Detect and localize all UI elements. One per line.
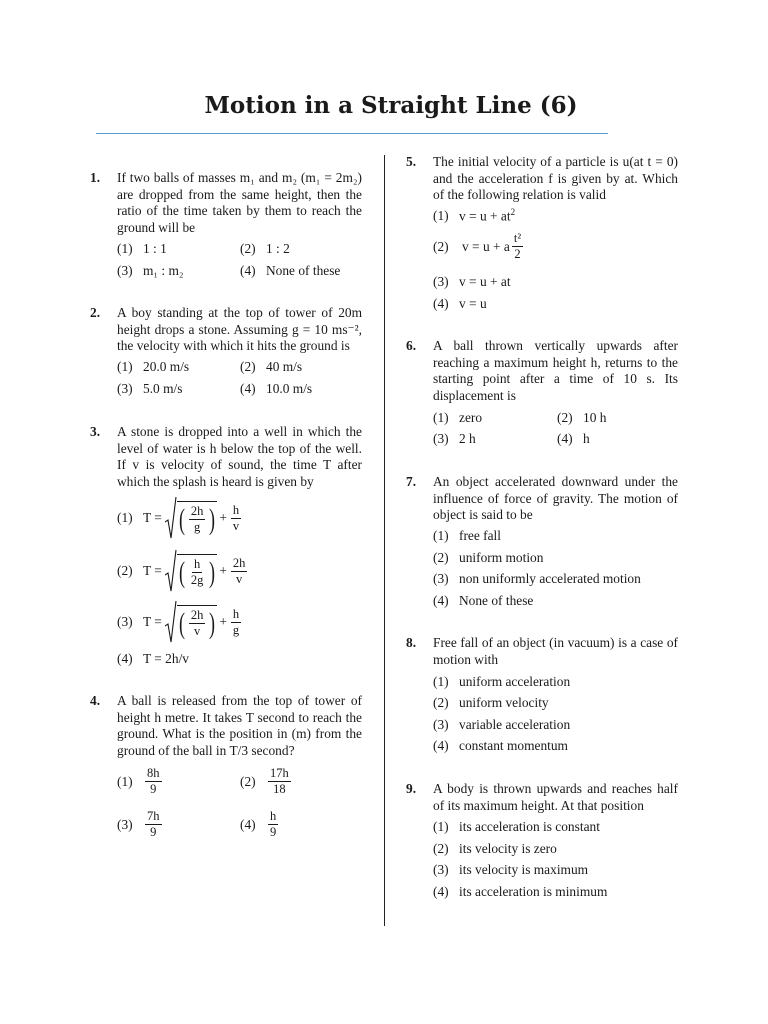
option-number: (2) bbox=[433, 695, 449, 710]
left-paren: ( bbox=[178, 555, 185, 589]
option-text: 1 : 2 bbox=[266, 241, 290, 256]
option bbox=[240, 766, 293, 797]
option-text: its velocity is zero bbox=[459, 841, 557, 856]
option-text: its velocity is maximum bbox=[459, 862, 589, 877]
denominator: 9 bbox=[150, 782, 157, 796]
option-number: (4) bbox=[433, 296, 449, 311]
question-text: Free fall of an object (in vacuum) is a case of motion with bbox=[433, 635, 678, 667]
option bbox=[117, 600, 243, 644]
option-number: (4) bbox=[240, 263, 256, 278]
option bbox=[117, 359, 189, 375]
fraction bbox=[189, 557, 206, 588]
option-text: None of these bbox=[459, 593, 534, 608]
option-text: v = u + at bbox=[459, 274, 511, 289]
option-number: (1) bbox=[433, 528, 449, 543]
option-number: (3) bbox=[117, 614, 133, 629]
option bbox=[433, 695, 549, 711]
right-paren: ) bbox=[209, 555, 216, 589]
denominator: 2g bbox=[190, 573, 204, 587]
option bbox=[433, 862, 588, 878]
option-number: (3) bbox=[117, 816, 133, 832]
option-number: (2) bbox=[240, 773, 256, 789]
option-text: m₁ : m₂ bbox=[143, 263, 184, 278]
question-text: A body is thrown upwards and reaches half of its maximum height. At that position bbox=[433, 781, 678, 813]
numerator: 2h bbox=[232, 555, 246, 570]
option bbox=[117, 549, 249, 593]
option-number: (2) bbox=[433, 550, 449, 565]
option-number: (4) bbox=[557, 431, 573, 446]
formula-lhs: T = bbox=[143, 510, 162, 525]
fraction bbox=[268, 766, 291, 797]
option bbox=[433, 717, 570, 733]
option-number: (1) bbox=[433, 819, 449, 834]
denominator: v bbox=[193, 624, 201, 638]
fraction bbox=[231, 556, 248, 587]
option bbox=[117, 809, 164, 840]
question-number: 8. bbox=[406, 635, 417, 650]
numerator: h bbox=[193, 557, 201, 571]
right-paren: ) bbox=[209, 502, 216, 536]
formula-lhs: T = bbox=[143, 563, 162, 578]
option bbox=[117, 496, 243, 540]
numerator: 2h bbox=[190, 608, 204, 622]
question-text: A boy standing at the top of tower of 20m height drops a stone. Assuming g = 10 ms⁻², the velocity with which it hits the ground is bbox=[117, 305, 362, 354]
fraction bbox=[145, 809, 162, 840]
option bbox=[117, 766, 164, 797]
question-text: A stone is dropped into a well in which the level of water is h below the top of the well. If v is velocity of sound, the time T after which the splash is heard is given by bbox=[117, 424, 362, 489]
option-text: zero bbox=[459, 410, 483, 425]
option bbox=[433, 841, 557, 857]
fraction bbox=[512, 231, 523, 262]
option-number: (4) bbox=[240, 381, 256, 396]
option-text: v = u bbox=[459, 296, 487, 311]
radicand bbox=[177, 554, 218, 588]
option-number: (4) bbox=[117, 651, 133, 666]
option-number: (3) bbox=[433, 571, 449, 586]
question-text: An object accelerated downward under the influence of force of gravity. The motion of object is said to be bbox=[433, 474, 678, 523]
numerator: t² bbox=[513, 231, 522, 245]
left-paren: ( bbox=[178, 502, 185, 536]
option-number: (2) bbox=[557, 410, 573, 425]
option-text: 1 : 1 bbox=[143, 241, 167, 256]
right-paren: ) bbox=[209, 606, 216, 640]
option-number: (2) bbox=[117, 563, 133, 578]
option bbox=[433, 593, 533, 609]
numerator: h bbox=[270, 809, 277, 823]
option-text: 40 m/s bbox=[266, 359, 303, 374]
option-text: 2 h bbox=[459, 431, 476, 446]
option bbox=[557, 410, 606, 426]
question-number: 4. bbox=[90, 693, 101, 708]
question-number: 1. bbox=[90, 170, 101, 185]
numerator: 7h bbox=[147, 809, 160, 823]
option-text: uniform velocity bbox=[459, 695, 549, 710]
superscript: 2 bbox=[510, 207, 516, 217]
option bbox=[117, 651, 189, 667]
option bbox=[433, 231, 525, 262]
option-number: (4) bbox=[433, 884, 449, 899]
question-number: 2. bbox=[90, 305, 101, 320]
question-number: 9. bbox=[406, 781, 417, 796]
option-number: (1) bbox=[433, 674, 449, 689]
option bbox=[433, 274, 511, 290]
question-number: 3. bbox=[90, 424, 101, 439]
option-number: (4) bbox=[433, 593, 449, 608]
option bbox=[433, 410, 482, 426]
fraction bbox=[189, 504, 206, 535]
option-text: None of these bbox=[266, 263, 341, 278]
option bbox=[433, 819, 600, 835]
left-paren: ( bbox=[178, 606, 185, 640]
plus-sign: + bbox=[219, 563, 227, 578]
option-text: variable acceleration bbox=[459, 717, 571, 732]
radical-sign-icon bbox=[165, 496, 177, 540]
option bbox=[433, 884, 607, 900]
option-text: its acceleration is constant bbox=[459, 819, 600, 834]
sqrt-expression bbox=[165, 600, 218, 644]
question-number: 6. bbox=[406, 338, 417, 353]
option-text: 10 h bbox=[583, 410, 607, 425]
fraction bbox=[189, 608, 206, 639]
plus-sign: + bbox=[219, 614, 227, 629]
page-title: Motion in a Straight Line (6) bbox=[204, 92, 578, 119]
denominator: 9 bbox=[150, 825, 157, 839]
denominator: v bbox=[236, 571, 243, 586]
option-text: uniform motion bbox=[459, 550, 544, 565]
option bbox=[240, 359, 302, 375]
option-number: (4) bbox=[240, 816, 256, 832]
option-number: (1) bbox=[117, 359, 133, 374]
plus-sign: + bbox=[219, 510, 227, 525]
option bbox=[433, 296, 487, 312]
question-text: A ball thrown vertically upwards after reaching a maximum height h, returns to the starting point after a time of 10 s. Its displacement is bbox=[433, 338, 678, 403]
option-text: constant momentum bbox=[459, 738, 568, 753]
question-text: If two balls of masses m₁ and m₂ (m₁ = 2m₂) are dropped from the same height, then the ratio of the time taken by them to reach the ground will be bbox=[117, 170, 362, 235]
option bbox=[117, 241, 167, 257]
question-text: The initial velocity of a particle is u(at t = 0) and the acceleration f is given by at. Which of the following relation is valid bbox=[433, 154, 678, 203]
option-number: (2) bbox=[240, 359, 256, 374]
option-number: (4) bbox=[433, 738, 449, 753]
option-text: T = 2h/v bbox=[143, 651, 189, 666]
radical-sign-icon bbox=[165, 549, 177, 593]
option bbox=[433, 431, 476, 447]
denominator: g bbox=[232, 622, 240, 637]
radicand bbox=[177, 501, 218, 535]
numerator: 17h bbox=[270, 766, 289, 780]
column-divider bbox=[384, 155, 385, 926]
option-number: (1) bbox=[117, 510, 133, 525]
formula-lhs: T = bbox=[143, 614, 162, 629]
denominator: 18 bbox=[273, 782, 286, 796]
option-text: v = u + at bbox=[459, 208, 511, 224]
option-number: (3) bbox=[433, 717, 449, 732]
option bbox=[433, 674, 570, 690]
option-text: uniform acceleration bbox=[459, 674, 571, 689]
fraction bbox=[231, 607, 241, 638]
option-number: (2) bbox=[433, 841, 449, 856]
option-number: (3) bbox=[433, 274, 449, 289]
option-text: its acceleration is minimum bbox=[459, 884, 608, 899]
option-text: h bbox=[583, 431, 590, 446]
question-number: 7. bbox=[406, 474, 417, 489]
radical-sign-icon bbox=[165, 600, 177, 644]
option bbox=[433, 571, 641, 587]
option-number: (3) bbox=[117, 381, 133, 396]
option-text: free fall bbox=[459, 528, 501, 543]
title-underline bbox=[96, 133, 608, 134]
option-text: 20.0 m/s bbox=[143, 359, 190, 374]
formula-lhs: v = u + a bbox=[462, 238, 510, 254]
denominator: 2 bbox=[514, 247, 521, 261]
option-text: 10.0 m/s bbox=[266, 381, 313, 396]
numerator: 8h bbox=[147, 766, 160, 780]
option bbox=[433, 528, 501, 544]
fraction bbox=[231, 503, 241, 534]
option-number: (2) bbox=[240, 241, 256, 256]
numerator: h bbox=[232, 502, 240, 517]
numerator: 2h bbox=[190, 504, 204, 518]
option-number: (3) bbox=[433, 862, 449, 877]
denominator: g bbox=[193, 520, 201, 534]
option bbox=[240, 241, 290, 257]
option bbox=[557, 431, 590, 447]
option bbox=[433, 738, 568, 754]
option-number: (1) bbox=[117, 241, 133, 256]
fraction bbox=[145, 766, 162, 797]
option-number: (1) bbox=[433, 410, 449, 425]
option bbox=[433, 207, 515, 224]
option-number: (3) bbox=[117, 263, 133, 278]
option bbox=[240, 809, 280, 840]
question-text: A ball is released from the top of tower of height h metre. It takes T second to reach the ground. What is the position in (m) from the ground of the ball in T/3 second? bbox=[117, 693, 362, 758]
denominator: v bbox=[232, 518, 240, 533]
option-number: (3) bbox=[433, 431, 449, 446]
option-number: (1) bbox=[117, 773, 133, 789]
option bbox=[117, 263, 184, 279]
option-text: 5.0 m/s bbox=[143, 381, 183, 396]
option-text: non uniformly accelerated motion bbox=[459, 571, 641, 586]
numerator: h bbox=[232, 606, 240, 621]
fraction bbox=[268, 809, 278, 840]
option bbox=[433, 550, 543, 566]
radicand bbox=[177, 605, 218, 639]
option-number: (1) bbox=[433, 208, 449, 224]
option-number: (2) bbox=[433, 238, 449, 254]
question-number: 5. bbox=[406, 154, 417, 169]
sqrt-expression bbox=[165, 549, 218, 593]
option bbox=[117, 381, 182, 397]
denominator: 9 bbox=[270, 825, 277, 839]
option bbox=[240, 381, 312, 397]
sqrt-expression bbox=[165, 496, 218, 540]
option bbox=[240, 263, 340, 279]
